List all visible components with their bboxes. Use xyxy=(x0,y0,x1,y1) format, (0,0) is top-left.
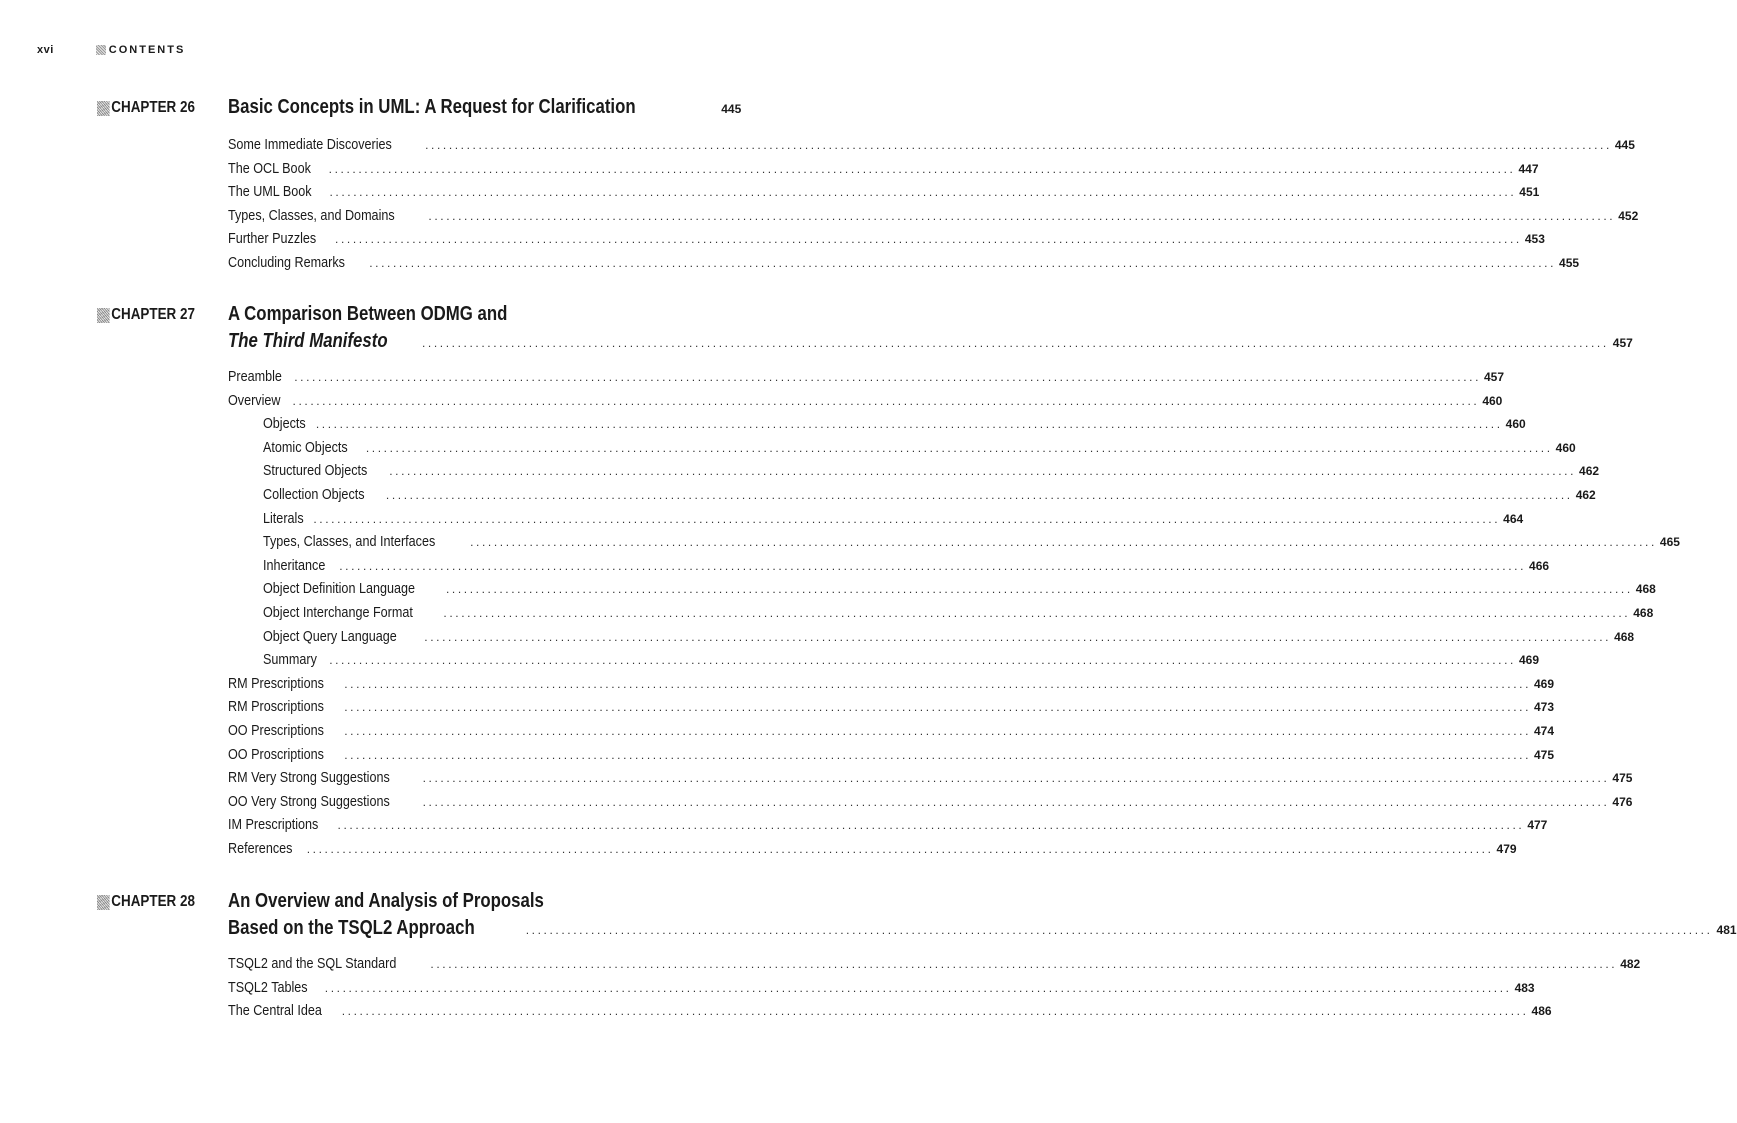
entry-page: 452 xyxy=(1618,208,1639,223)
entry-title: RM Very Strong Suggestions xyxy=(228,769,390,787)
dot-leader: ........................................................................................................................................................................................................ xyxy=(430,957,1618,971)
entry-title: RM Proscriptions xyxy=(228,698,324,716)
chapter-label xyxy=(97,892,195,912)
toc-entry[interactable] xyxy=(228,1002,1552,1026)
dot-leader: ........................................................................................................................................................................................................ xyxy=(389,464,1577,479)
entry-page: 445 xyxy=(1614,138,1635,152)
entry-title: Structured Objects xyxy=(263,462,368,480)
entry-page: 483 xyxy=(1514,980,1535,995)
dot-leader: ........................................................................................................................................................................................................ xyxy=(424,629,1612,644)
entry-title: Overview xyxy=(228,391,281,409)
toc-entry[interactable] xyxy=(228,792,1633,817)
toc-entry[interactable] xyxy=(228,159,1539,184)
entry-page: 457 xyxy=(1484,370,1505,384)
entry-title: The OCL Book xyxy=(228,159,311,177)
entry-page: 462 xyxy=(1575,487,1596,502)
toc-subentry[interactable] xyxy=(228,533,1680,557)
entry-page: 465 xyxy=(1659,535,1680,550)
chapter-marker-icon xyxy=(97,895,110,910)
dot-leader: ........................................................................................................................................................................................................ xyxy=(525,923,1713,937)
chapter-title-text: A Comparison Between ODMG and xyxy=(228,303,508,325)
dot-leader: ........................................................................................................................................................................................................ xyxy=(425,138,1612,152)
chapter-title-continued[interactable] xyxy=(228,917,1737,941)
dot-leader: ........................................................................................................................................................................................................ xyxy=(335,232,1522,247)
chapter-label xyxy=(97,305,195,325)
entry-page: 460 xyxy=(1482,393,1503,408)
toc-subentry[interactable] xyxy=(228,651,1540,675)
entry-title: OO Proscriptions xyxy=(228,745,324,763)
section-marker-icon xyxy=(96,45,106,55)
entry-page: 462 xyxy=(1579,464,1600,479)
entry-title: Atomic Objects xyxy=(263,438,348,456)
toc-entry[interactable] xyxy=(228,698,1555,722)
toc-subentry[interactable] xyxy=(228,438,1576,463)
toc-entry[interactable] xyxy=(228,368,1505,392)
dot-leader: ........................................................................................................................................................................................................ xyxy=(339,558,1527,573)
entry-title: References xyxy=(228,839,293,857)
entry-page: 460 xyxy=(1505,417,1526,432)
dot-leader: ........................................................................................................................................................................................................ xyxy=(422,794,1610,809)
entry-page: 447 xyxy=(1518,161,1539,176)
dot-leader: ........................................................................................................................................................................................................ xyxy=(324,980,1512,995)
dot-leader: ........................................................................................................................................................................................................ xyxy=(445,582,1633,597)
dot-leader: ........................................................................................................................................................................................................ xyxy=(369,255,1557,270)
entry-page: 469 xyxy=(1518,653,1540,668)
chapter-label-text: CHAPTER 26 xyxy=(111,99,195,116)
entry-page: 468 xyxy=(1633,605,1654,620)
toc-entry[interactable] xyxy=(228,816,1548,840)
chapter-label-text: CHAPTER 28 xyxy=(111,893,195,910)
entry-title: Collection Objects xyxy=(263,485,365,503)
entry-page: 466 xyxy=(1529,558,1550,573)
entry-page: 486 xyxy=(1531,1004,1552,1019)
entry-title: The UML Book xyxy=(228,183,312,201)
chapter-label xyxy=(97,98,195,118)
dot-leader: ........................................................................................................................................................................................................ xyxy=(294,370,1481,384)
dot-leader: ........................................................................................................................................................................................................ xyxy=(306,841,1494,856)
entry-title: TSQL2 and the SQL Standard xyxy=(228,955,397,972)
entry-page: 474 xyxy=(1534,723,1555,738)
chapter-page: 445 xyxy=(721,102,742,116)
chapter-title-text: An Overview and Analysis of Proposals xyxy=(228,890,544,912)
entry-title: Types, Classes, and Interfaces xyxy=(263,533,436,551)
toc-entry[interactable] xyxy=(228,721,1555,746)
chapter-marker-icon xyxy=(97,101,110,116)
toc-subentry[interactable] xyxy=(228,485,1596,510)
running-header xyxy=(37,43,185,57)
dot-leader: ........................................................................................................................................................................................................ xyxy=(329,653,1516,668)
dot-leader: ........................................................................................................................................................................................................ xyxy=(428,208,1616,223)
dot-leader: ........................................................................................................................................................................................................ xyxy=(365,440,1553,455)
toc-subentry[interactable] xyxy=(228,627,1635,652)
toc-entry[interactable] xyxy=(228,955,1641,979)
entry-title: Object Interchange Format xyxy=(263,603,413,621)
chapter-entries xyxy=(228,955,1641,1026)
dot-leader: ........................................................................................................................................................................................................ xyxy=(341,1004,1529,1019)
chapter-title-text: Basic Concepts in UML: A Request for Clarification xyxy=(228,96,636,118)
dot-leader: ........................................................................................................................................................................................................ xyxy=(313,511,1501,526)
dot-leader: ........................................................................................................................................................................................................ xyxy=(292,393,1480,408)
toc-subentry[interactable] xyxy=(228,462,1600,486)
toc-entry[interactable] xyxy=(228,136,1635,160)
chapter-marker-icon xyxy=(97,308,110,323)
toc-subentry[interactable] xyxy=(228,415,1526,439)
chapter-entries xyxy=(228,368,1680,863)
entry-page: 475 xyxy=(1612,771,1633,786)
chapter-title[interactable] xyxy=(228,96,742,120)
entry-title: Preamble xyxy=(228,368,282,385)
section-title: CONTENTS xyxy=(108,44,186,56)
entry-page: 451 xyxy=(1519,185,1540,200)
dot-leader: ........................................................................................................................................................................................................ xyxy=(344,747,1531,762)
dot-leader: ........................................................................................................................................................................................................ xyxy=(385,487,1573,502)
entry-title: Some Immediate Discoveries xyxy=(228,136,392,153)
entry-title: Inheritance xyxy=(263,556,326,574)
entry-title: Literals xyxy=(263,509,304,527)
entry-title: Object Query Language xyxy=(263,627,397,645)
entry-title: Summary xyxy=(263,651,317,669)
toc-entry[interactable] xyxy=(228,978,1535,1003)
entry-page: 453 xyxy=(1524,232,1545,247)
entry-title: The Central Idea xyxy=(228,1002,322,1020)
toc-entry[interactable] xyxy=(228,745,1555,770)
entry-title: OO Very Strong Suggestions xyxy=(228,792,390,810)
dot-leader: ........................................................................................................................................................................................................ xyxy=(328,161,1516,176)
entry-page: 468 xyxy=(1614,629,1635,644)
entry-page: 477 xyxy=(1527,818,1548,833)
toc-entry[interactable] xyxy=(228,839,1517,864)
toc-entry[interactable] xyxy=(228,253,1580,278)
toc-entry[interactable] xyxy=(228,230,1545,254)
entry-title: Object Definition Language xyxy=(263,580,416,598)
chapter-title-text: The Third Manifesto xyxy=(228,330,388,352)
entry-page: 460 xyxy=(1555,440,1576,455)
toc-entry[interactable] xyxy=(228,674,1555,699)
toc-entry[interactable] xyxy=(228,206,1639,231)
entry-title: Concluding Remarks xyxy=(228,253,345,271)
chapter-page: 457 xyxy=(1612,336,1633,350)
dot-leader: ........................................................................................................................................................................................................ xyxy=(315,417,1503,432)
toc-entry[interactable] xyxy=(228,391,1503,416)
chapter-title-continued[interactable] xyxy=(228,330,1633,354)
dot-leader: ........................................................................................................................................................................................................ xyxy=(344,700,1531,715)
dot-leader: ........................................................................................................................................................................................................ xyxy=(422,336,1609,350)
entry-page: 482 xyxy=(1620,957,1641,971)
chapter-page: 481 xyxy=(1716,923,1737,937)
chapter-title xyxy=(228,303,711,327)
entry-title: OO Prescriptions xyxy=(228,721,324,739)
dot-leader: ........................................................................................................................................................................................................ xyxy=(422,771,1610,786)
entry-page: 476 xyxy=(1612,794,1633,809)
entry-page: 468 xyxy=(1635,582,1656,597)
toc-entry[interactable] xyxy=(228,183,1540,207)
toc-subentry[interactable] xyxy=(228,603,1654,628)
toc-subentry[interactable] xyxy=(228,580,1656,604)
chapter-title xyxy=(228,890,711,914)
entry-page: 469 xyxy=(1534,676,1555,691)
entry-page: 455 xyxy=(1559,255,1580,270)
chapter-entries xyxy=(228,136,1639,278)
chapter-label-text: CHAPTER 27 xyxy=(111,306,195,323)
dot-leader: ........................................................................................................................................................................................................ xyxy=(329,185,1517,200)
toc-subentry[interactable] xyxy=(228,556,1550,581)
toc-subentry[interactable] xyxy=(228,509,1524,534)
entry-page: 479 xyxy=(1496,841,1517,856)
chapter-title-text: Based on the TSQL2 Approach xyxy=(228,917,475,939)
dot-leader: ........................................................................................................................................................................................................ xyxy=(337,818,1525,833)
page-number: xvi xyxy=(37,44,54,56)
entry-title: Objects xyxy=(263,415,306,433)
dot-leader: ........................................................................................................................................................................................................ xyxy=(443,605,1631,620)
entry-page: 464 xyxy=(1503,511,1524,526)
dot-leader: ........................................................................................................................................................................................................ xyxy=(344,676,1531,691)
toc-entry[interactable] xyxy=(228,769,1633,793)
entry-title: RM Prescriptions xyxy=(228,674,324,692)
entry-title: IM Prescriptions xyxy=(228,816,319,834)
dot-leader: ........................................................................................................................................................................................................ xyxy=(470,535,1657,550)
entry-page: 473 xyxy=(1534,700,1555,715)
entry-title: TSQL2 Tables xyxy=(228,978,308,996)
dot-leader: ........................................................................................................................................................................................................ xyxy=(344,723,1531,738)
entry-title: Types, Classes, and Domains xyxy=(228,206,395,224)
entry-title: Further Puzzles xyxy=(228,230,317,248)
entry-page: 475 xyxy=(1534,747,1555,762)
